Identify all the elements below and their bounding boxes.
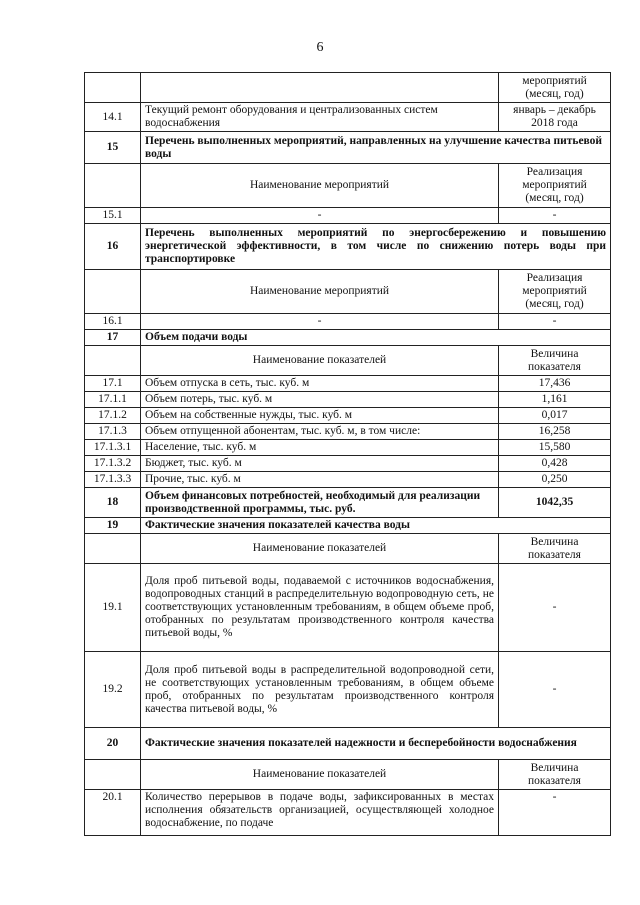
row-value: 16,258 [499, 424, 611, 440]
row-number: 15.1 [85, 208, 141, 224]
section-number: 19 [85, 518, 141, 534]
row-text: Прочие, тыс. куб. м [141, 472, 499, 488]
cell-num [85, 534, 141, 564]
row-text: - [141, 208, 499, 224]
column-header-row [85, 760, 611, 790]
cell-value: мероприятий (месяц, год) [499, 73, 611, 103]
column-header-name: Наименование показателей [141, 346, 499, 376]
row-number: 17.1.1 [85, 392, 141, 408]
row-number: 17.1.2 [85, 408, 141, 424]
column-header-row [85, 270, 611, 314]
row-value: - [499, 208, 611, 224]
table-row [85, 408, 611, 424]
cell-num [85, 346, 141, 376]
row-value: 0,017 [499, 408, 611, 424]
column-header-value: Величина показателя [499, 534, 611, 564]
section-title: Фактические значения показателей качества воды [141, 518, 611, 534]
row-text: Доля проб питьевой воды, подаваемой с источников водоснабжения, водопроводных станций в распределительную водопроводную сеть, не соответствующих установленным требованиям, в общем объеме проб, отобранных по результатам производственного контроля качества питьевой воды, % [141, 564, 499, 652]
row-text: - [141, 314, 499, 330]
report-table [84, 72, 611, 836]
table-row [85, 314, 611, 330]
row-value: январь – декабрь 2018 года [499, 103, 611, 132]
section-header-row [85, 488, 611, 518]
table-row [85, 103, 611, 132]
section-number: 18 [85, 488, 141, 518]
cell-num [85, 164, 141, 208]
row-text: Количество перерывов в подаче воды, зафиксированных в местах исполнения обязательств организацией, осуществляющей холодное водоснабжение, по подаче [141, 790, 499, 836]
row-value: 0,250 [499, 472, 611, 488]
row-number: 17.1 [85, 376, 141, 392]
table-row [85, 73, 611, 103]
section-header-row [85, 728, 611, 760]
table-row [85, 424, 611, 440]
row-text: Объем потерь, тыс. куб. м [141, 392, 499, 408]
table-row [85, 208, 611, 224]
section-number: 17 [85, 330, 141, 346]
cell-text [141, 73, 499, 103]
row-value: 15,580 [499, 440, 611, 456]
row-value: - [499, 314, 611, 330]
section-title: Перечень выполненных мероприятий, направленных на улучшение качества питьевой воды [141, 132, 611, 164]
row-number: 19.2 [85, 652, 141, 728]
section-number: 15 [85, 132, 141, 164]
page-number: 6 [316, 40, 324, 55]
row-text: Население, тыс. куб. м [141, 440, 499, 456]
column-header-name: Наименование мероприятий [141, 270, 499, 314]
row-text: Объем отпуска в сеть, тыс. куб. м [141, 376, 499, 392]
table-row [85, 652, 611, 728]
row-text: Текущий ремонт оборудования и централизованных систем водоснабжения [141, 103, 499, 132]
column-header-value: Величина показателя [499, 346, 611, 376]
table-row [85, 440, 611, 456]
row-number: 17.1.3.2 [85, 456, 141, 472]
section-header-row [85, 224, 611, 270]
row-number: 19.1 [85, 564, 141, 652]
cell-num [85, 760, 141, 790]
row-value: 17,436 [499, 376, 611, 392]
section-title: Перечень выполненных мероприятий по энергосбережению и повышению энергетической эффективности, в том числе по снижению потерь воды при транспортировке [141, 224, 611, 270]
row-number: 20.1 [85, 790, 141, 836]
row-number: 17.1.3.1 [85, 440, 141, 456]
section-number: 16 [85, 224, 141, 270]
section-title: Объем подачи воды [141, 330, 611, 346]
row-text: Доля проб питьевой воды в распределительной водопроводной сети, не соответствующих установленным требованиям, в общем объеме проб, отобранных по результатам производственного контроля качества питьевой воды, % [141, 652, 499, 728]
section-header-row [85, 330, 611, 346]
row-text: Бюджет, тыс. куб. м [141, 456, 499, 472]
column-header-name: Наименование мероприятий [141, 164, 499, 208]
section-title: Фактические значения показателей надежности и бесперебойности водоснабжения [141, 728, 611, 760]
column-header-name: Наименование показателей [141, 534, 499, 564]
section-header-row [85, 132, 611, 164]
table-row [85, 790, 611, 836]
row-value: - [499, 652, 611, 728]
table-row [85, 564, 611, 652]
row-value: 0,428 [499, 456, 611, 472]
table-row [85, 392, 611, 408]
row-number: 16.1 [85, 314, 141, 330]
section-title: Объем финансовых потребностей, необходимый для реализации производственной программы, тыс. руб. [141, 488, 499, 518]
column-header-value: Реализация мероприятий (месяц, год) [499, 270, 611, 314]
table-row [85, 456, 611, 472]
row-number: 14.1 [85, 103, 141, 132]
row-text: Объем на собственные нужды, тыс. куб. м [141, 408, 499, 424]
row-value: - [499, 564, 611, 652]
cell-num [85, 73, 141, 103]
table-row [85, 472, 611, 488]
row-number: 17.1.3 [85, 424, 141, 440]
column-header-value: Реализация мероприятий (месяц, год) [499, 164, 611, 208]
section-value: 1042,35 [499, 488, 611, 518]
row-value: 1,161 [499, 392, 611, 408]
column-header-value: Величина показателя [499, 760, 611, 790]
section-number: 20 [85, 728, 141, 760]
column-header-name: Наименование показателей [141, 760, 499, 790]
column-header-row [85, 346, 611, 376]
section-header-row [85, 518, 611, 534]
cell-num [85, 270, 141, 314]
column-header-row [85, 534, 611, 564]
row-text: Объем отпущенной абонентам, тыс. куб. м, в том числе: [141, 424, 499, 440]
column-header-row [85, 164, 611, 208]
row-number: 17.1.3.3 [85, 472, 141, 488]
table-row [85, 376, 611, 392]
row-value: - [499, 790, 611, 836]
